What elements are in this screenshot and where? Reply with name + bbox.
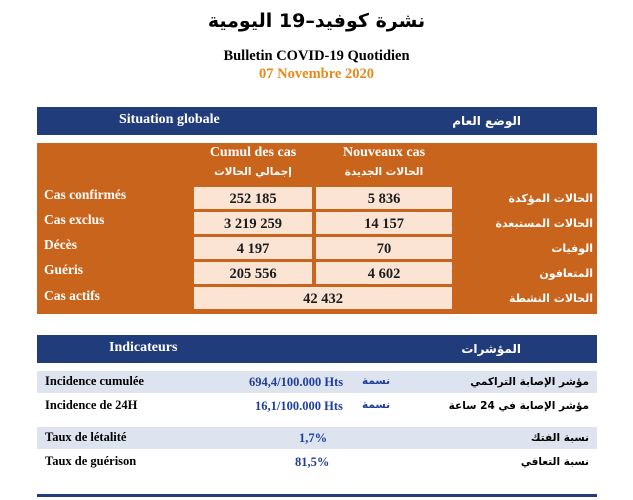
col-cumul-header: Cumul des cas xyxy=(209,145,297,160)
title-arabic: نشرة كوفيد–19 اليومية xyxy=(207,10,426,32)
row-label-ar: الحالات المستبعدة xyxy=(495,217,593,230)
bulletin-date: 07 Novembre 2020 xyxy=(259,66,374,82)
cumul-value: 4 197 xyxy=(236,241,270,257)
active-label-fr: Cas actifs xyxy=(44,288,100,303)
new-value: 70 xyxy=(376,241,392,257)
indicator-label-fr: Taux de guérison xyxy=(45,454,137,468)
indicator-label-ar: نسبة الفتك xyxy=(530,432,589,444)
indicator-row xyxy=(37,451,597,473)
indicator-label-fr: Incidence de 24H xyxy=(45,398,138,412)
situation-label-ar: الوضع العام xyxy=(452,114,521,128)
indicators-label-ar: المؤشرات xyxy=(461,342,521,356)
indicator-value: 81,5% xyxy=(295,455,330,469)
indicator-row xyxy=(37,371,597,393)
new-value: 4 602 xyxy=(367,266,401,282)
indicator-label-ar: نسبة التعافي xyxy=(520,456,589,468)
indicator-row xyxy=(37,395,597,417)
new-value: 14 157 xyxy=(364,216,404,232)
row-label-fr: Cas confirmés xyxy=(44,187,127,202)
active-value: 42 432 xyxy=(303,291,343,307)
cumul-value: 205 556 xyxy=(229,266,277,282)
col-cumul-header-ar: إجمالي الحالات xyxy=(214,166,292,178)
indicator-value-unit-ar: نسمة xyxy=(362,375,391,387)
indicator-value: 694,4/100.000 Hts xyxy=(249,375,344,389)
new-value: 5 836 xyxy=(367,191,401,207)
indicator-label-ar: مؤشر الإصابة في 24 ساعة xyxy=(448,400,589,412)
bottom-divider xyxy=(37,494,597,497)
col-new-header-ar: الحالات الجديدة xyxy=(344,166,424,178)
row-label-ar: المتعافون xyxy=(539,267,593,280)
row-label-fr: Cas exclus xyxy=(44,212,105,227)
active-label-ar: الحالات النشطة xyxy=(508,292,593,305)
indicators-header-bar xyxy=(37,335,597,363)
indicator-value: 16,1/100.000 Hts xyxy=(255,399,343,413)
situation-label-fr: Situation globale xyxy=(119,112,220,127)
indicator-row xyxy=(37,427,597,449)
col-new-header: Nouveaux cas xyxy=(342,145,426,160)
title-french: Bulletin COVID-19 Quotidien xyxy=(223,48,410,64)
indicator-label-ar: مؤشر الإصابة التراكمي xyxy=(470,376,589,388)
cumul-value: 252 185 xyxy=(229,191,277,207)
row-label-ar: الحالات المؤكدة xyxy=(508,192,593,205)
row-label-fr: Guéris xyxy=(44,262,83,277)
row-label-ar: الوفيات xyxy=(551,242,593,255)
indicators-label-fr: Indicateurs xyxy=(109,340,178,355)
indicator-value-unit-ar: نسمة xyxy=(362,399,391,411)
indicator-label-fr: Taux de létalité xyxy=(45,430,127,444)
situation-header-bar xyxy=(37,107,597,135)
indicator-label-fr: Incidence cumulée xyxy=(45,374,144,388)
indicator-value: 1,7% xyxy=(299,431,328,445)
row-label-fr: Décès xyxy=(44,237,77,252)
cumul-value: 3 219 259 xyxy=(224,216,282,232)
